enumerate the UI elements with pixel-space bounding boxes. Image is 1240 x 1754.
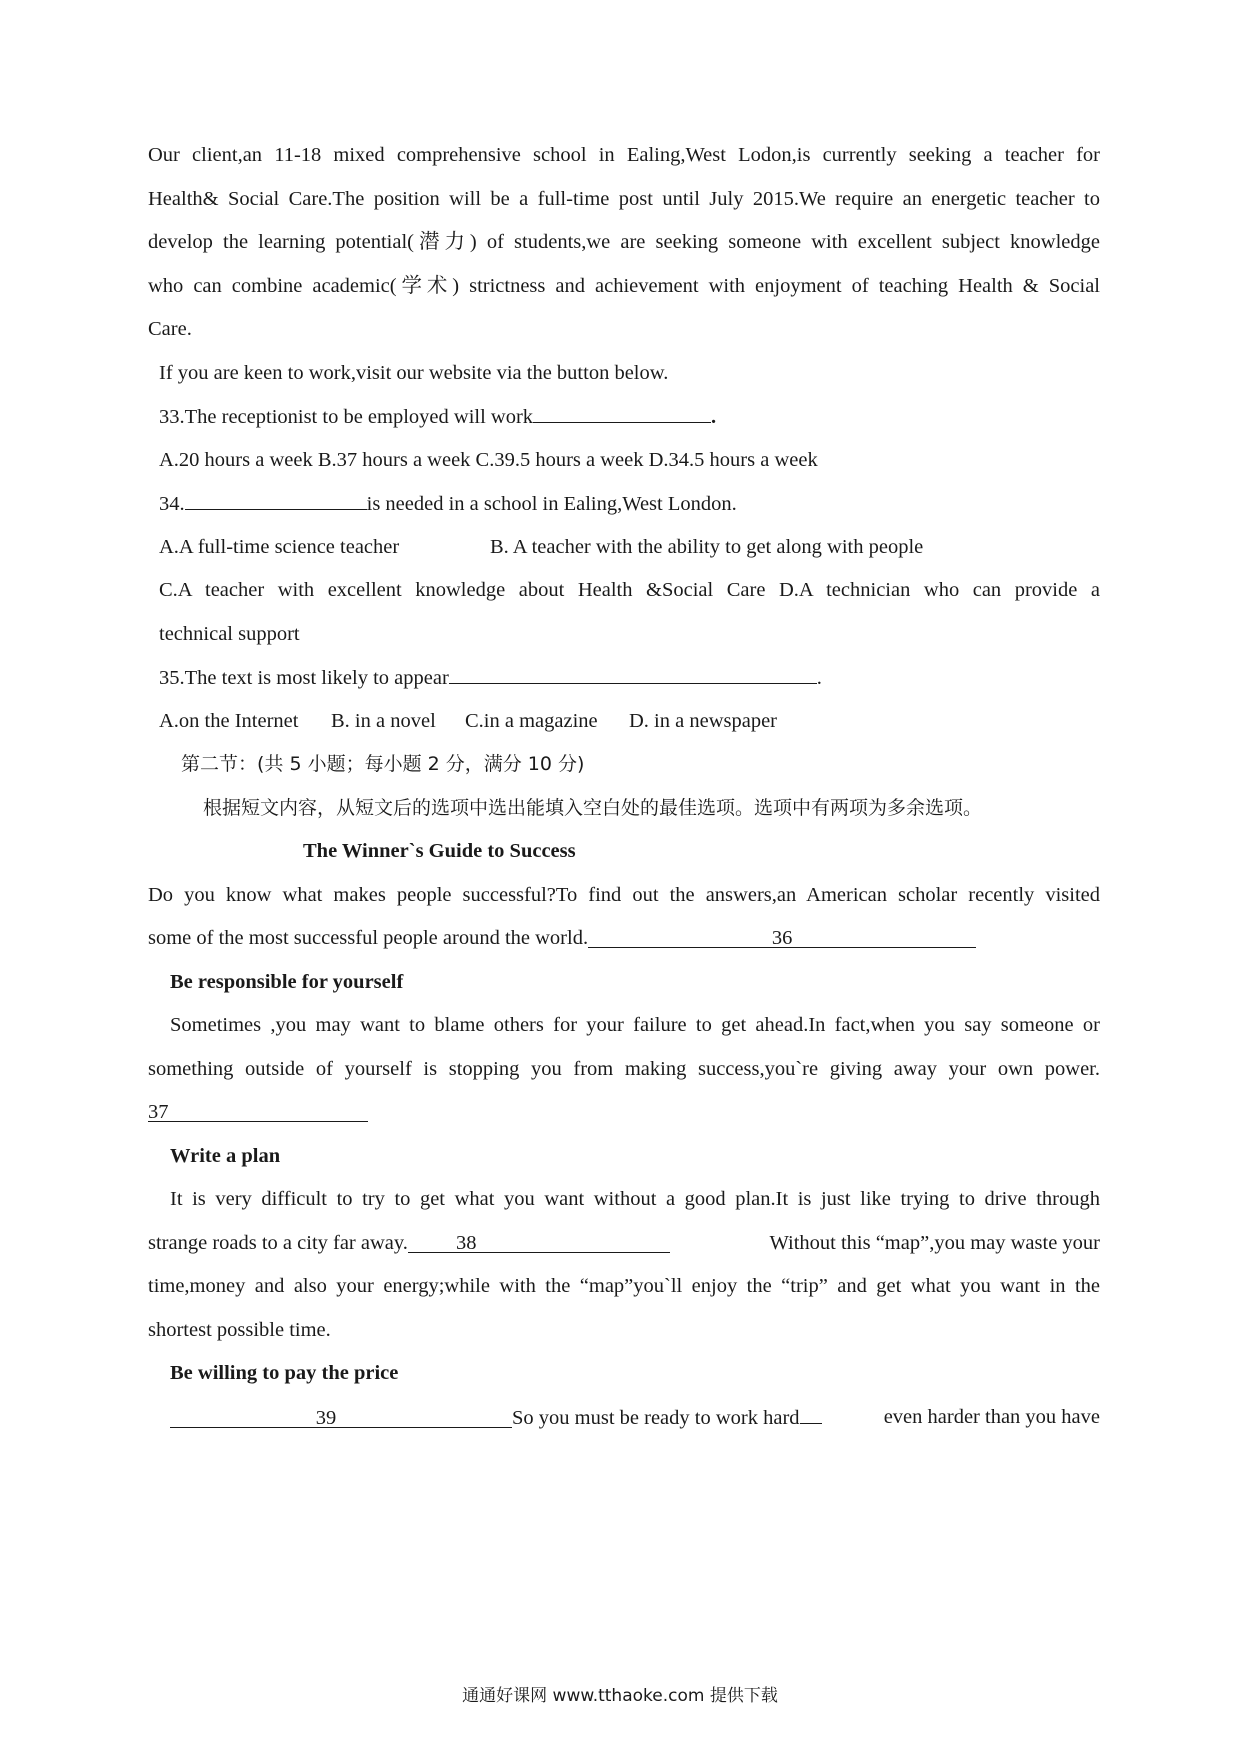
question-34 [159, 489, 1111, 518]
article-intro-1: Do you know what makes people successful?To find out the answers,an American scholar recently visited [148, 884, 1100, 906]
question-33 [159, 402, 1111, 431]
question-35-option-a: A.on the Internet [159, 710, 299, 732]
section-2-heading: 第二节：(共 5 小题；每小题 2 分，满分 10 分) [181, 753, 585, 775]
question-33-stem: 33.The receptionist to be employed will work [159, 406, 534, 428]
paragraph-2-line-3: time,money and also your energy;while with the “map”you`ll enjoy the “trip” and get what you want in the [148, 1275, 1100, 1297]
question-33-end: . [711, 406, 717, 428]
article-intro-2 [148, 924, 1100, 952]
question-35-option-c: C.in a magazine [465, 710, 598, 732]
paragraph-2-line-1: It is very difficult to try to get what you want without a good plan.It is just like trying to drive through [170, 1188, 1100, 1210]
paragraph-2-line-4: shortest possible time. [148, 1319, 331, 1341]
answer-blank-33 [533, 402, 711, 423]
answer-blank-38 [408, 1232, 670, 1253]
passage-line-1: Our client,an 11-18 mixed comprehensive school in Ealing,West Lodon,is currently seeking a teacher for [148, 144, 1100, 166]
question-34-options-cd: C.A teacher with excellent knowledge about Health &Social Care D.A technician who can provide a [159, 579, 1100, 601]
page-footer: 通通好课网 www.tthaoke.com 提供下载 [462, 1686, 778, 1706]
dash-underline [800, 1403, 822, 1424]
answer-blank-35 [449, 663, 817, 684]
article-intro-2-text: some of the most successful people around the world. [148, 927, 589, 949]
question-35 [159, 663, 1111, 692]
heading-pay-price: Be willing to pay the price [170, 1362, 399, 1384]
heading-write-plan: Write a plan [170, 1145, 281, 1167]
question-35-option-d: D. in a newspaper [629, 710, 778, 732]
paragraph-3-line-1-a: So you must be ready to work hard [512, 1407, 800, 1429]
paragraph-1-line-2: something outside of yourself is stopping you from making success,you`re giving away your own power. [148, 1058, 1100, 1080]
section-2-instruction: 根据短文内容，从短文后的选项中选出能填入空白处的最佳选项。选项中有两项为多余选项。 [203, 797, 983, 819]
question-34-option-b: B. A teacher with the ability to get along with people [490, 536, 924, 558]
heading-responsible: Be responsible for yourself [170, 971, 404, 993]
question-34-options-ab [159, 533, 1111, 561]
question-34-option-d-cont: technical support [159, 623, 300, 645]
question-35-stem: 35.The text is most likely to appear [159, 667, 449, 689]
paragraph-3-line-1-b: even harder than you have [883, 1406, 1100, 1428]
question-35-end: . [816, 667, 822, 689]
passage-line-5: Care. [148, 318, 192, 340]
answer-blank-39-number: 39 [315, 1407, 337, 1429]
paragraph-2-line-2 [148, 1229, 1100, 1257]
question-35-options [159, 707, 1111, 735]
answer-blank-38-number: 38 [455, 1232, 477, 1254]
passage-line-3: develop the learning potential(潜力) of students,we are seeking someone with excellent subject knowledge [148, 231, 1100, 253]
article-title: The Winner`s Guide to Success [303, 840, 576, 862]
answer-blank-36: 36 [588, 927, 976, 948]
paragraph-1-line-1: Sometimes ,you may want to blame others for your failure to get ahead.In fact,when you say someone or [170, 1014, 1100, 1036]
passage-line-2: Health& Social Care.The position will be a full-time post until July 2015.We require an energetic teacher to [148, 188, 1100, 210]
question-33-options: A.20 hours a week B.37 hours a week C.39.5 hours a week D.34.5 hours a week [159, 449, 818, 471]
paragraph-2-line-2-b: Without this “map”,you may waste your [769, 1232, 1100, 1254]
answer-blank-34 [185, 489, 367, 510]
question-34-number: 34. [159, 493, 185, 515]
paragraph-3-line-1 [170, 1403, 1100, 1432]
passage-line-6: If you are keen to work,visit our website via the button below. [159, 362, 669, 384]
question-35-option-b: B. in a novel [331, 710, 436, 732]
question-34-stem: is needed in a school in Ealing,West London. [366, 493, 737, 515]
answer-blank-39 [170, 1407, 512, 1428]
paragraph-2-line-2-a: strange roads to a city far away. [148, 1232, 408, 1254]
answer-blank-37: 37 [148, 1101, 368, 1122]
question-34-option-a: A.A full-time science teacher [159, 536, 400, 558]
passage-line-4: who can combine academic(学术) strictness and achievement with enjoyment of teaching Health & Social [148, 275, 1100, 297]
paragraph-1-blank-line [148, 1098, 1100, 1126]
